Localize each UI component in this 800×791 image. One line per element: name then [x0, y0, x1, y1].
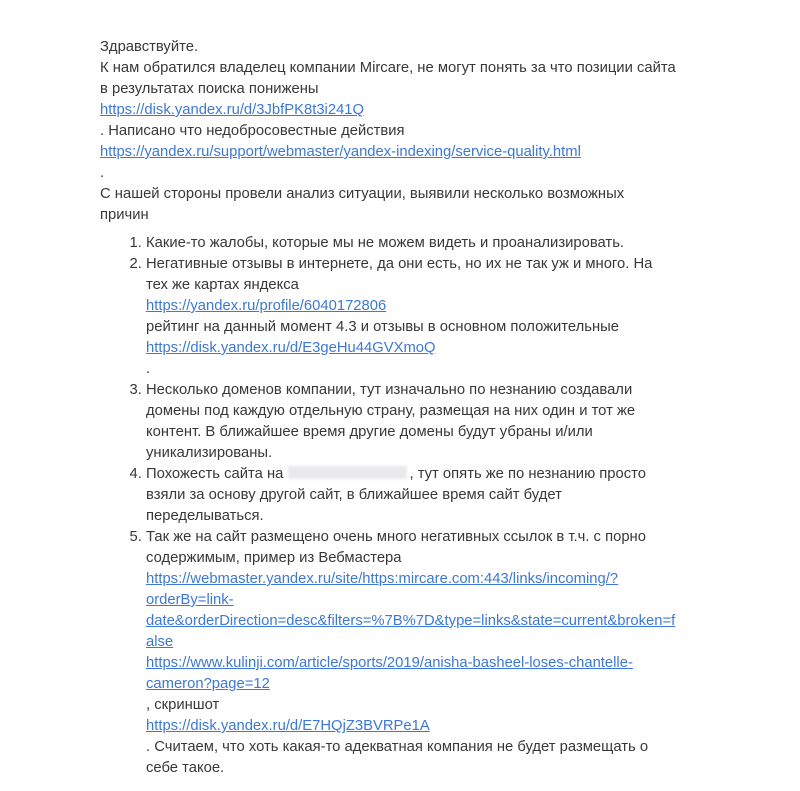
yandex-support-service-quality-link[interactable]: https://yandex.ru/support/webmaster/yandex-indexing/service-quality.html — [100, 144, 581, 160]
text-run: Негативные отзывы в интернете, да они есть, но их не так уж и много. На тех же картах яндекса — [146, 256, 653, 293]
text-run: . — [146, 361, 151, 377]
text-run: Какие-то жалобы, которые мы не можем видеть и проанализировать. — [146, 235, 625, 251]
text-run: Так же на сайт размещено очень много негативных ссылок в т.ч. с порно содержимым, пример из Вебмастера — [146, 529, 646, 566]
text-run: , скриншот — [146, 697, 220, 713]
disk-yandex-links-screenshot-link[interactable]: https://disk.yandex.ru/d/E7HQjZ3BVRPe1A — [146, 718, 430, 734]
webmaster-incoming-links-link[interactable]: https://webmaster.yandex.ru/site/https:mircare.com:443/links/incoming/?orderBy=link-date&orderDirection=desc&filters=%7B%7D&type=links&state=current&broken=false — [146, 571, 676, 650]
text-run: К нам обратился владелец компании Mircare, не могут понять за что позиции сайта в результатах поиска понижены — [100, 60, 676, 97]
text-run: Похожесть сайта на — [146, 466, 288, 482]
reason-item-2 — [146, 254, 676, 380]
reason-item-3 — [146, 380, 676, 464]
text-run: , тут опять же по незнанию просто взяли за основу другой сайт, в ближайшее время сайт будет переделываться. — [146, 466, 646, 524]
text-run: Несколько доменов компании, тут изначально по незнанию создавали домены под каждую отдельную страну, размещая на них один и тот же контент. В ближайшее время другие домены будут убраны и/или уникализированы. — [146, 382, 636, 461]
reason-item-5 — [146, 527, 676, 779]
message-body — [100, 37, 676, 779]
redacted-site-name — [288, 466, 407, 479]
kulinji-article-link[interactable]: https://www.kulinji.com/article/sports/2019/anisha-basheel-loses-chantelle-cameron?page=12 — [146, 655, 633, 692]
disk-yandex-reviews-screenshot-link[interactable]: https://disk.yandex.ru/d/E3geHu44GVXmoQ — [146, 340, 436, 356]
text-run: С нашей стороны провели анализ ситуации, выявили несколько возможных причин — [100, 186, 625, 223]
reasons-list — [100, 233, 676, 779]
text-run: . Написано что недобросовестные действия — [100, 123, 405, 139]
intro-paragraph — [100, 37, 676, 226]
text-run: . — [100, 165, 105, 181]
text-run: рейтинг на данный момент 4.3 и отзывы в основном положительные — [146, 319, 620, 335]
reason-item-1 — [146, 233, 676, 254]
text-run: . Считаем, что хоть какая-то адекватная компания не будет размещать о себе такое. — [146, 739, 649, 776]
disk-yandex-positions-screenshot-link[interactable]: https://disk.yandex.ru/d/3JbfPK8t3i241Q — [100, 102, 365, 118]
reason-item-4 — [146, 464, 676, 527]
text-run: Здравствуйте. — [100, 39, 199, 55]
yandex-profile-link[interactable]: https://yandex.ru/profile/6040172806 — [146, 298, 387, 314]
